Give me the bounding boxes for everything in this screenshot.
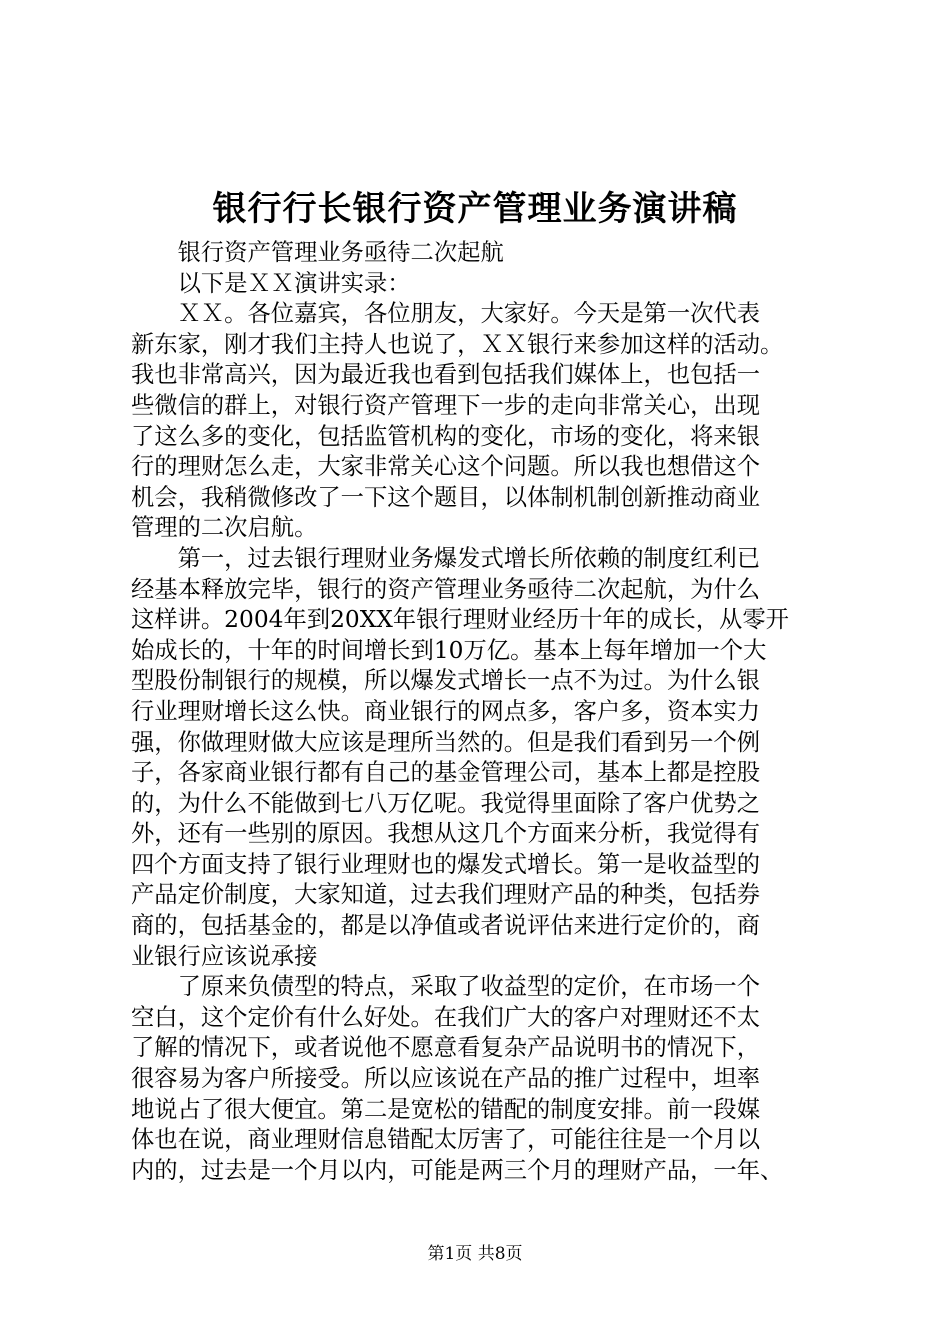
text-line: 内的，过去是一个月以内，可能是两三个月的理财产品，一年、	[131, 1156, 784, 1184]
text-line: 银行资产管理业务亟待二次起航	[131, 239, 504, 266]
text-line: 空白，这个定价有什么好处。在我们广大的客户对理财还不太	[131, 1003, 761, 1031]
text-line: 管理的二次启航。	[131, 514, 318, 542]
text-line: 始成长的，十年的时间增长到10万亿。基本上每年增加一个大	[131, 636, 767, 664]
text-line: 的，为什么不能做到七八万亿呢。我觉得里面除了客户优势之	[131, 789, 761, 817]
text-line: 型股份制银行的规模，所以爆发式增长一点不为过。为什么银	[131, 667, 761, 695]
text-line: 外，还有一些别的原因。我想从这几个方面来分析，我觉得有	[131, 820, 761, 848]
text-line: 了解的情况下，或者说他不愿意看复杂产品说明书的情况下，	[131, 1034, 761, 1062]
text-line: 行业理财增长这么快。商业银行的网点多，客户多，资本实力	[131, 697, 761, 725]
text-line: 这样讲。2004年到20XX年银行理财业经历十年的成长，从零开	[131, 606, 789, 634]
document-body	[131, 238, 831, 1186]
text-line: 我也非常高兴，因为最近我也看到包括我们媒体上，也包括一	[131, 361, 761, 389]
text-line: 很容易为客户所接受。所以应该说在产品的推广过程中，坦率	[131, 1065, 761, 1093]
text-line: ＸＸ。各位嘉宾，各位朋友，大家好。今天是第一次代表	[131, 300, 761, 328]
text-line: 体也在说，商业理财信息错配太厉害了，可能往往是一个月以	[131, 1126, 761, 1154]
text-line: 第一，过去银行理财业务爆发式增长所依赖的制度红利已	[131, 544, 761, 572]
text-line: 了原来负债型的特点，采取了收益型的定价，在市场一个	[131, 973, 761, 1001]
page-footer: 第1页 共8页	[427, 1244, 523, 1264]
text-line: 机会，我稍微修改了一下这个题目，以体制机制创新推动商业	[131, 483, 761, 511]
text-line: 经基本释放完毕，银行的资产管理业务亟待二次起航，为什么	[131, 575, 761, 603]
text-line: 业银行应该说承接	[131, 942, 318, 970]
text-line: 商的，包括基金的，都是以净值或者说评估来进行定价的，商	[131, 912, 761, 940]
text-line: 些微信的群上，对银行资产管理下一步的走向非常关心，出现	[131, 391, 761, 419]
text-line: 新东家，刚才我们主持人也说了，ＸＸ银行来参加这样的活动。	[131, 330, 784, 358]
text-line: 行的理财怎么走，大家非常关心这个问题。所以我也想借这个	[131, 453, 761, 481]
text-line: 地说占了很大便宜。第二是宽松的错配的制度安排。前一段媒	[131, 1095, 761, 1123]
text-line: 以下是ＸＸ演讲实录：	[131, 269, 411, 297]
document-title: 银行行长银行资产管理业务演讲稿	[212, 189, 738, 229]
text-line: 强，你做理财做大应该是理所当然的。但是我们看到另一个例	[131, 728, 761, 756]
text-line: 四个方面支持了银行业理财也的爆发式增长。第一是收益型的	[131, 850, 761, 878]
text-line: 了这么多的变化，包括监管机构的变化，市场的变化，将来银	[131, 422, 761, 450]
text-line: 产品定价制度，大家知道，过去我们理财产品的种类，包括券	[131, 881, 761, 909]
text-line: 子，各家商业银行都有自己的基金管理公司，基本上都是控股	[131, 759, 761, 787]
